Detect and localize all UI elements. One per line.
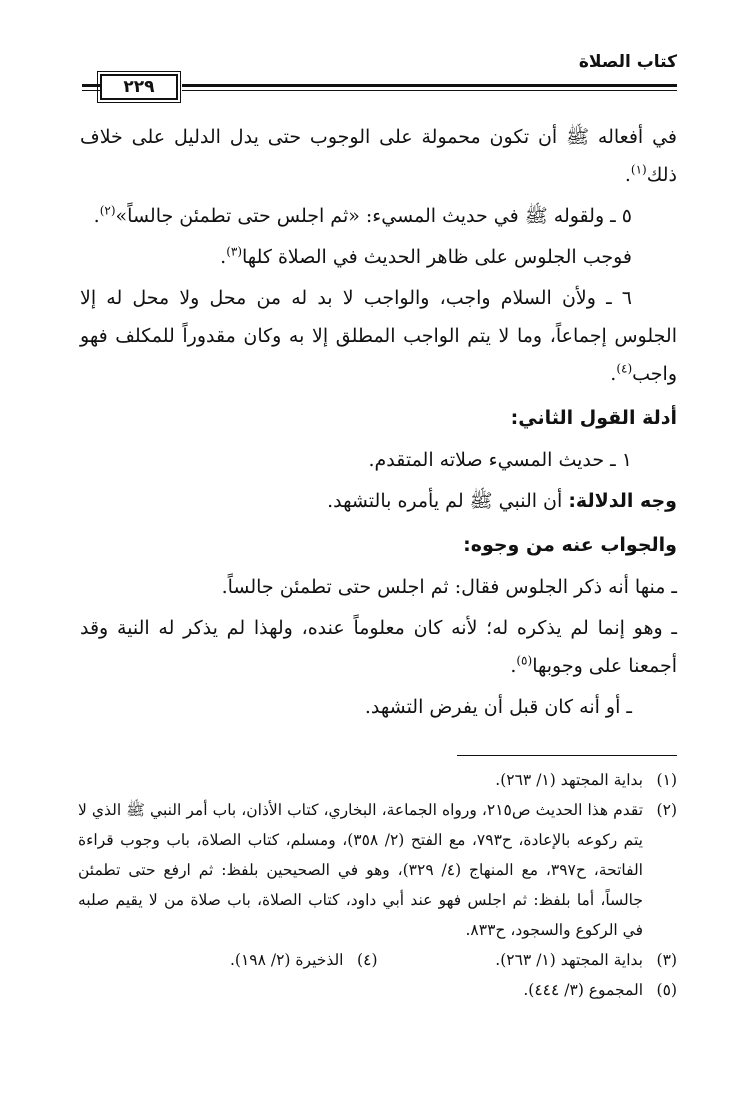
page-number: ٢٢٩ (100, 74, 178, 100)
footnote-ref-4: (٤) (616, 361, 633, 376)
paragraph-1: في أفعاله ﷺ أن تكون محمولة على الوجوب حتى يدل الدليل على خلاف ذلك$^{(١)}$. (80, 126, 677, 186)
footnote-divider (457, 755, 677, 756)
footnote-5-text: المجموع (٣/ ٤٤٤). (523, 981, 643, 999)
footnote-5-number: (٥) (656, 981, 677, 999)
footnote-3 (378, 945, 678, 975)
paragraph-1-text: في أفعاله ﷺ أن تكون محمولة على الوجوب حتى يدل الدليل على خلاف ذلك (80, 126, 677, 186)
paragraph-9: ـ أو أنه كان قبل أن يفرض التشهد. (364, 696, 632, 718)
footnote-ref-2: (٢) (99, 203, 116, 218)
paragraph-4-text: ٦ ـ ولأن السلام واجب، والواجب لا بد له من محل ولا محل له إلا الجلوس إجماعاً، وما لا يتم الواجب المطلق إلا به وكان مقدوراً للمكلف فهو واجب (80, 287, 677, 385)
paragraph-3-text: فوجب الجلوس على ظاهر الحديث في الصلاة كلها (242, 246, 632, 268)
header-rule (82, 78, 677, 100)
paragraph-8-text: ـ وهو إنما لم يذكره له؛ لأنه كان معلوماً عنده، ولهذا لم يذكر له النية وقد أجمعنا على وجوبها (80, 617, 677, 677)
main-text (80, 118, 677, 729)
footnote-row-3-4 (78, 945, 677, 975)
footnote-1-text: بداية المجتهد (١/ ٢٦٣). (495, 771, 643, 789)
paragraph-2-text: ٥ ـ ولقوله ﷺ في حديث المسيء: «ثم اجلس حتى تطمئن جالساً» (115, 205, 632, 227)
footnote-ref-3: (٣) (226, 244, 243, 259)
footnotes (78, 765, 677, 1005)
paragraph-5: ١ ـ حديث المسيء صلاته المتقدم. (368, 449, 632, 471)
paragraph-6-text: أن النبي ﷺ لم يأمره بالتشهد. (327, 490, 563, 512)
paragraph-3: فوجب الجلوس على ظاهر الحديث في الصلاة كلها$^{(٣)}$. (220, 244, 632, 268)
footnote-2 (78, 795, 677, 945)
paragraph-4: ٦ ـ ولأن السلام واجب، والواجب لا بد له من محل ولا محل له إلا الجلوس إجماعاً، وما لا يتم الواجب المطلق إلا به وكان مقدوراً للمكلف فهو واجب$^{(٤)}$. (80, 287, 677, 385)
heading-second-opinion: أدلة القول الثاني: (510, 407, 677, 429)
footnote-3-number: (٣) (656, 951, 677, 969)
paragraph-7: ـ منها أنه ذكر الجلوس فقال: ثم اجلس حتى تطمئن جالساً. (221, 576, 677, 598)
heading-answer: والجواب عنه من وجوه: (463, 534, 677, 556)
footnote-1-number: (١) (656, 771, 677, 789)
header-rule-short (82, 84, 100, 91)
footnote-1 (78, 765, 677, 795)
paragraph-2: ٥ ـ ولقوله ﷺ في حديث المسيء: «ثم اجلس حتى تطمئن جالساً»$^{(٢)}$. (93, 203, 632, 227)
paragraph-6 (80, 482, 677, 520)
footnote-4-text: الذخيرة (٢/ ١٩٨). (229, 951, 344, 969)
footnote-4 (78, 945, 378, 975)
footnote-2-number: (٢) (656, 801, 677, 819)
running-header-title: كتاب الصلاة (578, 52, 677, 72)
evidence-label: وجه الدلالة: (568, 490, 677, 512)
footnote-2-text: تقدم هذا الحديث ص٢١٥، ورواه الجماعة، البخاري، كتاب الأذان، باب أمر النبي ﷺ الذي لا يتم ركوعه بالإعادة، ح٧٩٣، مع الفتح (٢/ ٣٥٨)، ومسلم، كتاب الصلاة، باب وجوب قراءة الفاتحة، ح٣٩٧، مع المنهاج (٤/ ٣٢٩)، وهو في الصحيحين بلفظ: ثم ارفع حتى تطمئن جالساً، أما بلفظ: ثم اجلس فهو عند أبي داود، كتاب الصلاة، باب صلاة من لا يقيم صلبه في الركوع والسجود، ح٨٣٣. (78, 801, 644, 939)
paragraph-8: ـ وهو إنما لم يذكره له؛ لأنه كان معلوماً عنده، ولهذا لم يذكر له النية وقد أجمعنا على وجوبها$^{(٥)}$. (80, 617, 677, 677)
footnote-ref-5: (٥) (516, 653, 533, 668)
footnote-4-number: (٤) (357, 951, 378, 969)
header-rule-long (182, 84, 677, 91)
footnote-ref-1: (١) (630, 162, 647, 177)
footnote-3-text: بداية المجتهد (١/ ٢٦٣). (495, 951, 643, 969)
footnote-5 (78, 975, 677, 1005)
